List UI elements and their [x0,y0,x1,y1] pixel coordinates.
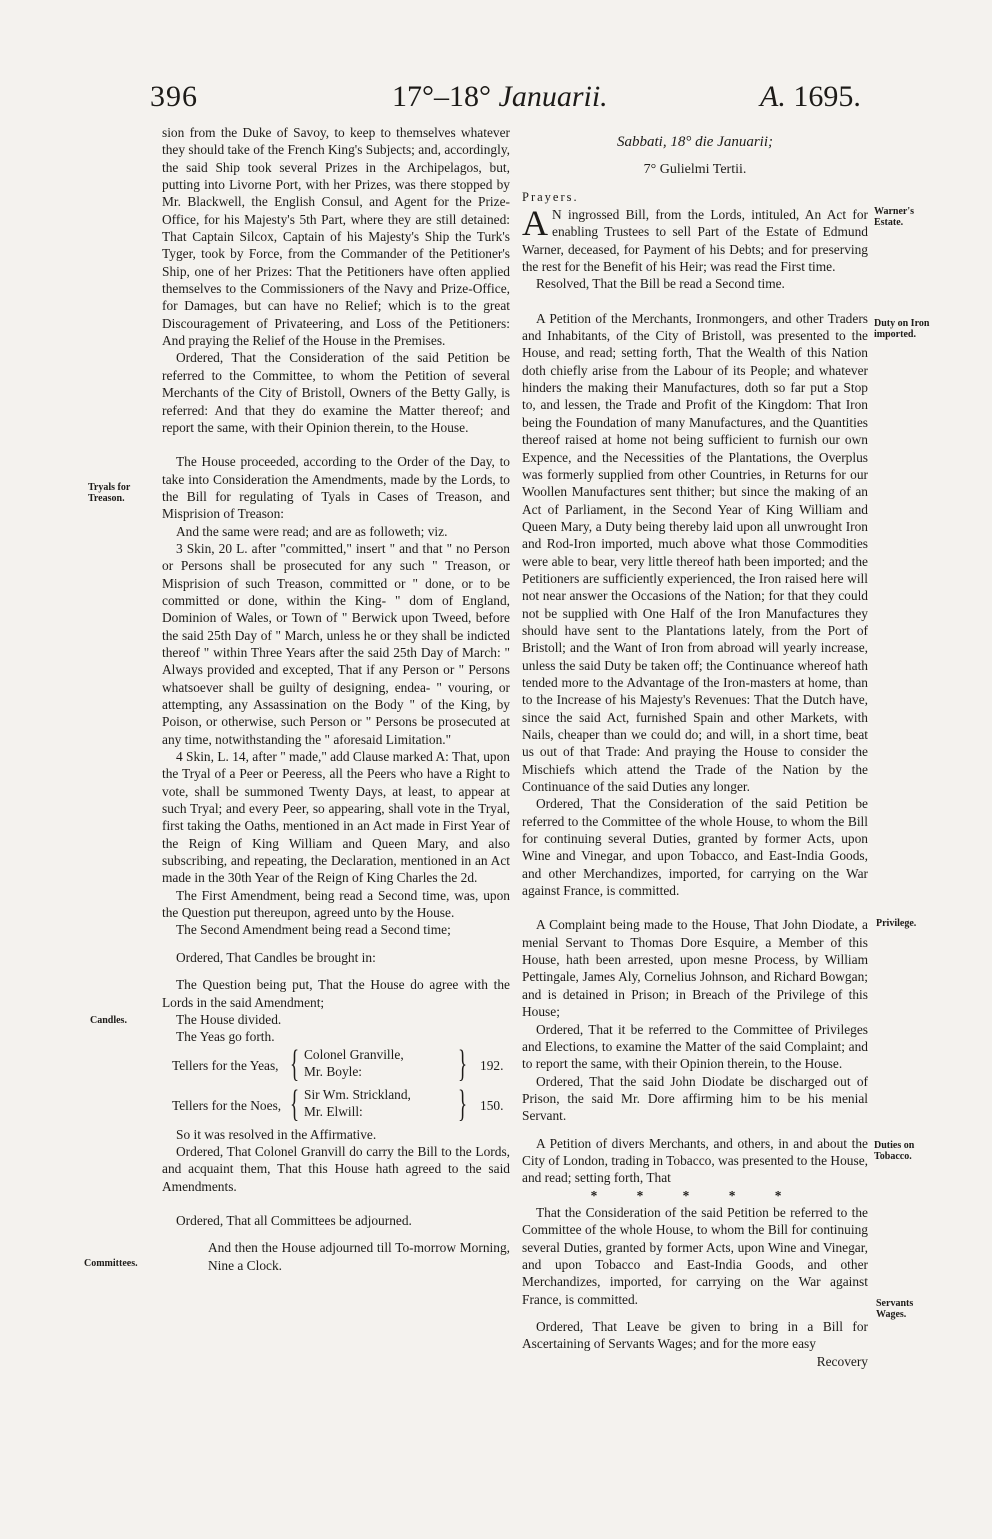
paragraph: sion from the Duke of Savoy, to keep to themselves whatever they should take of the French King's Subjects; and, accordingly, the said Ship took several Prizes in the Archipelagos, but, putting into Livorne Port, with her Prizes, was there stopped by Mr. Blackwell, the English Consul, and Agent for the Prize-Office, for his Majesty's 5th Part, where they are still detained: That Captain Silcox, Captain of his Majesty's Ship the Turk's Tyger, took by Force, from the Commander of the Petitioner's Ship, one of her Prizes: That the Petitioners have often applied themselves to the Commissioners of the Navy and Prize-Office, for Damages, but can have no Relief; which is to the great Discouragement of Privateering, and Loss of the Petitioners: And praying the Relief of the House in the Premises. [162,125,510,349]
paragraph: And then the House adjourned till To-morrow Morning, Nine a Clock. [208,1240,510,1273]
paragraph: A Petition of the Merchants, Ironmongers, and other Traders and Inhabitants, of the City of Bristoll, was presented to the House, and read; setting forth, That the Wealth of this Nation doth chiefly arise from the Labour of its People; and whatever hinders the making their Manufactures, doth so far put a Stop to, and lessen, the Trade and Profit of the Kingdom: That Iron being the Foundation of many Manufactures, and the Quantities thereof raised at home not being sufficient to furnish our own Expence, and the Necessities of the Plantations, the Overplus was formerly supplied from other Countries, in Returns for our Woollen Manufactures sent thither; but since the making of an Act of Parliament, in the Second Year of King William and Queen Mary, a Duty being thereby laid upon all unwrought Iron and Rod-Iron imported, much above what those Commodities were able to bear, very little thereof hath been imported; and the Petitioners are sufficiently experienced, the Iron raised here will not near answer the Occasions of the Nation; for that they could not be supplied with One Half of the Iron Manufactures they should have sent to the Plantations lately, from the Port of Bristoll; and the Want of Iron from abroad will yearly increase, unless the said Duty be taken off; the Continuance whereof hath tended more to the Advantage of the Iron-masters at home, than to the Increase of his Majesty's Revenues: That the Dutch have, since the said Act, furnished Spain and other Markets, with Nails, cheaper than we could do; and will, in a short time, beat us out of that Trade: And praying the House to consider the Mischiefs which attend the Trade of the Nation by the Continuance of the said Duties any longer. [522,310,868,795]
left-column [162,124,510,1274]
prayers-heading: Prayers. [522,189,579,204]
margin-note-servants: Servants Wages. [876,1298,914,1320]
brace-icon: } [458,1042,468,1085]
teller-name: Colonel Granville, [304,1046,404,1062]
year-value: 1695. [793,80,861,113]
year-prefix: A. [760,80,786,113]
paragraph: Ordered, That Colonel Granvill do carry the Bill to the Lords, and acquaint them, That this House hath agreed to the said Amendments. [162,1143,510,1194]
paragraph: Ordered, That it be referred to the Committee of Privileges and Elections, to examine the Matter of the said Complaint; and to report the same, with their Opinion therein, to the House. [522,1021,868,1072]
brace-icon: { [290,1042,300,1085]
paragraph: Ordered, That all Committees be adjourned. [176,1212,412,1228]
paragraph: And the same were read; and are as followeth; viz. [176,523,448,539]
page-date-heading [392,80,608,114]
teller-names [304,1086,411,1120]
right-column [522,134,868,1370]
paragraph: 3 Skin, 20 L. after "committed," insert " and that " no Person or Persons shall be prosecuted for any such " Treason, or Misprision of such Treason, committed or " done, or to be committed or done, within the King- " dom of England, Dominion of Wales, or Town of " Berwick upon Tweed, before the said 25th Day of " March, unless he or they shall be indicted thereof " within Three Years after the said 25th Day of March: " Always provided and excepted, That if any Person or " Persons whatsoever shall be guilty of designing, endea- " vouring, or attempting, any Assassination on the Body " of the King, by Poison, or otherwise, such Person or " Persons be prosecuted at any time, notwithstanding the " aforesaid Limitation." [162,540,510,747]
tellers-yeas [162,1042,510,1086]
margin-note-tobacco: Duties on Tobacco. [874,1140,915,1162]
tellers-label: Tellers for the Noes, [172,1097,282,1113]
paragraph: So it was resolved in the Affirmative. [176,1126,377,1142]
margin-note-tryals: Tryals for Treason. [88,482,131,504]
brace-icon: } [458,1082,468,1125]
paragraph: Ordered, That the Consideration of the said Petition be referred to the Committee of the whole House, to whom the Bill for continuing several Duties, granted by former Acts, upon Wine and Vinegar, and upon Tobacco, and East-India Goods, and other Merchandizes, imported, for carrying on the War against France, is committed. [522,796,868,899]
paragraph: Ordered, That Leave be given to bring in a Bill for Ascertaining of Servants Wages; and for the more easy [522,1319,868,1352]
catchword: Recovery [816,1353,868,1369]
paragraph: Ordered, That Candles be brought in: [176,949,376,965]
paragraph: A Petition of divers Merchants, and others, in and about the City of London, trading in Tobacco, was presented to the House, and read; setting forth, That [522,1135,868,1186]
paragraph: The House proceeded, according to the Order of the Day, to take into Consideration the Amendments, made by the Lords, to the Bill for regulating of Tyals in Cases of Treason, and Misprision of Treason: [162,454,510,522]
paragraph: Resolved, That the Bill be read a Second time. [536,276,785,292]
year-heading [760,80,861,114]
margin-note-warner: Warner's Estate. [874,206,914,228]
paragraph: The Yeas go forth. [176,1029,275,1045]
paragraph: Ordered, That the Consideration of the said Petition be referred to the Committee, to whom the Petition of several Merchants of the City of Bristoll, Owners of the Betty Gally, is referred: And that they do examine the Matter thereof; and report the same, with their Opinion therein, to the House. [162,350,510,435]
paragraph: The First Amendment, being read a Second time, was, upon the Question put thereupon, agreed unto by the House. [162,887,510,921]
sitting-day: Sabbati, 18° die Januarii; [617,134,773,150]
date-month: Januarii. [498,80,608,113]
teller-names [304,1046,404,1080]
teller-name: Mr. Elwill: [304,1103,363,1119]
vote-count: 192. [480,1057,504,1073]
date-prefix: 17°–18° [392,80,491,113]
brace-icon: { [290,1082,300,1125]
paragraph: 4 Skin, L. 14, after " made," add Clause marked A: That, upon the Tryal of a Peer or Peeress, all the Peers who have a Right to vote, shall be summoned Twenty Days, at least, to appear at such Tryal; and every Peer, so appearing, shall vote in the Tryal, first taking the Oaths, mentioned in an Act made in First Year of the Reign of King William and Queen Mary, and also subscribing, and repeating, the Declaration, mentioned in an Act made in the 30th Year of the Reign of King Charles the 2d. [162,749,510,886]
page-number: 396 [150,80,198,113]
regnal-year: 7° Gulielmi Tertii. [643,162,747,178]
margin-note-committees: Committees. [84,1258,138,1269]
teller-name: Mr. Boyle: [304,1063,363,1079]
margin-note-privilege: Privilege. [876,918,917,929]
drop-cap: A [522,203,548,244]
paragraph: A Complaint being made to the House, That John Diodate, a menial Servant to Thomas Dore Esquire, a Member of this House, hath been arrested, upon mesne Process, by William Pettingale, James Aly, Cornelius Johnson, and Richard Bowgan; and is detained in Prison; in Breach of the Privilege of this House; [522,917,868,1020]
tellers-label: Tellers for the Yeas, [172,1057,279,1073]
paragraph: That the Consideration of the said Petition be referred to the Committee of the whole House, to whom the Bill for continuing several Duties, granted by former Acts, upon Wine and Vinegar, and upon Tobacco and East-India Goods, and other Merchandizes, imported, for carrying on the War against France, is committed. [522,1204,868,1307]
paragraph: The Question being put, That the House do agree with the Lords in the said Amendment; [162,977,510,1010]
paragraph: The Second Amendment being read a Second time; [176,922,451,938]
omission-stars: * * * * * [590,1187,800,1203]
margin-note-duty-iron: Duty on Iron imported. [874,318,930,340]
vote-count: 150. [480,1097,504,1113]
teller-name: Sir Wm. Strickland, [304,1086,411,1102]
margin-note-candles: Candles. [90,1015,127,1026]
paragraph: N ingrossed Bill, from the Lords, intituled, An Act for enabling Trustees to sell Part of the Estate of Edmund Warner, deceased, for Payment of his Debts; and for preserving the rest for the Benefit of his Heir; was read the First time. [522,207,868,275]
paragraph: Ordered, That the said John Diodate be discharged out of Prison, the said Mr. Dore affirming him to be his menial Servant. [522,1073,868,1124]
tellers-noes [162,1082,510,1126]
paragraph: The House divided. [176,1011,282,1027]
